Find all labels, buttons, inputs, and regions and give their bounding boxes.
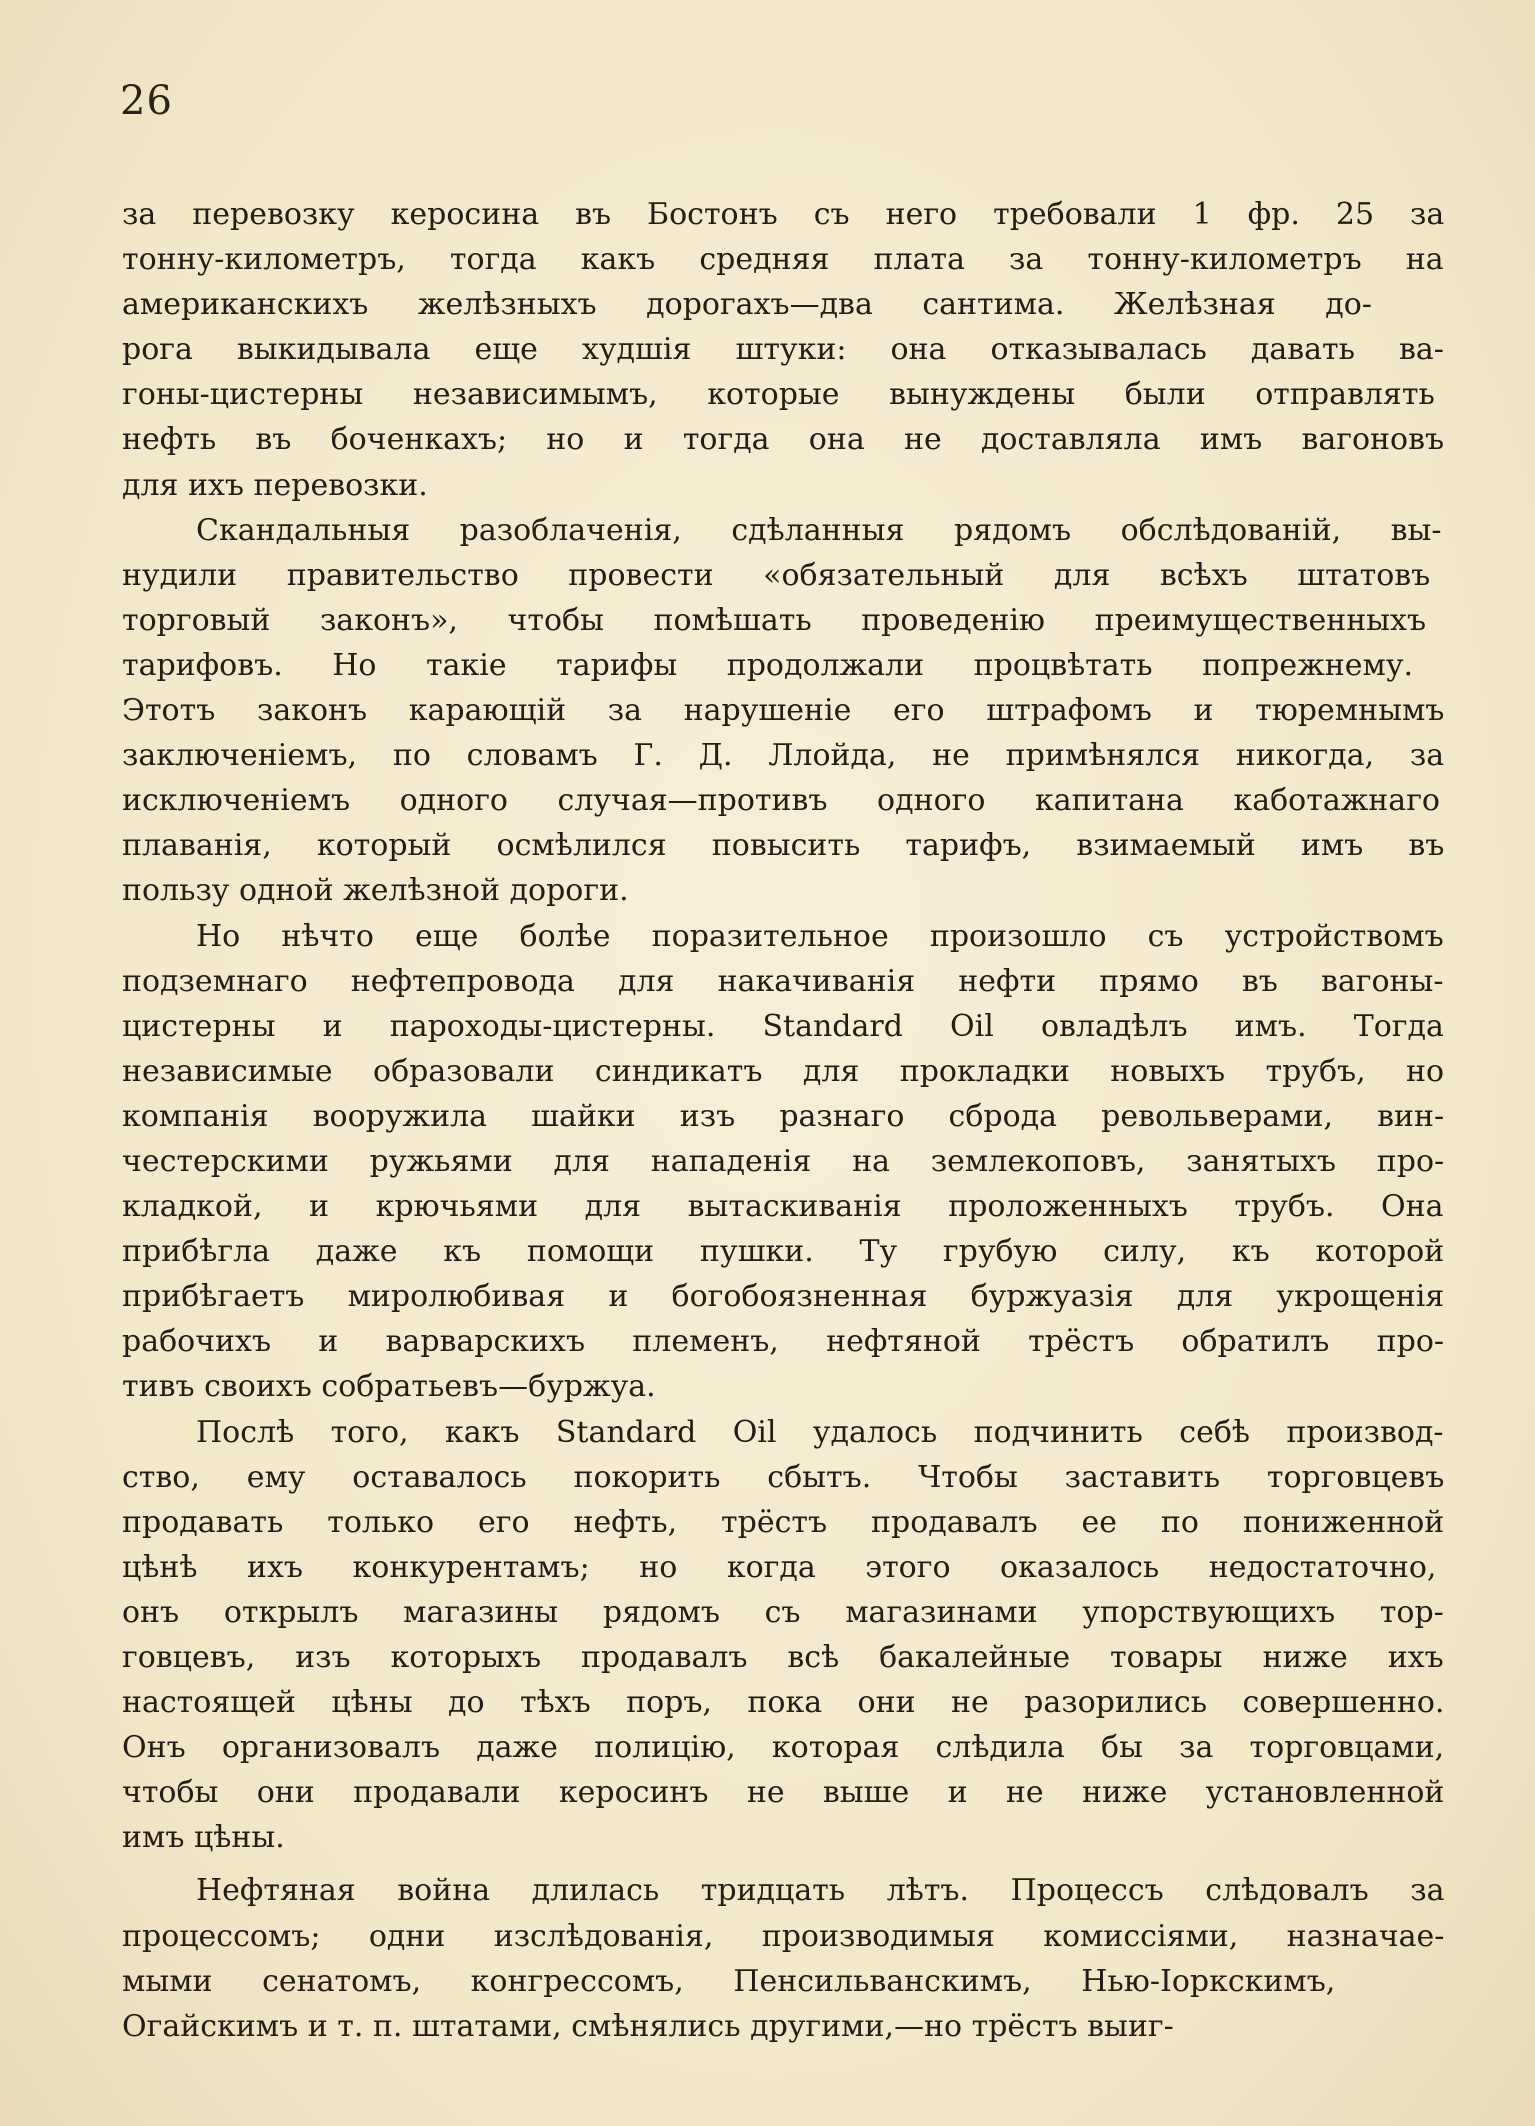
paragraph <box>122 508 1444 914</box>
text-line: пользу одной желѣзной дороги. <box>122 873 629 909</box>
paragraph <box>122 914 1444 1410</box>
text-line: Онъ организовалъ даже полицію, которая слѣдила бы за торговцами, <box>122 1730 1444 1766</box>
text-line: продавать только его нефть, трёстъ продавалъ ее по пониженной <box>122 1504 1444 1540</box>
text-line: исключеніемъ одного случая—противъ одного капитана каботажнаго <box>122 783 1440 819</box>
text-line: подземнаго нефтепровода для накачиванія нефти прямо въ вагоны- <box>122 963 1444 999</box>
text-line: независимые образовали синдикатъ для прокладки новыхъ трубъ, но <box>122 1053 1444 1089</box>
text-line: цѣнѣ ихъ конкурентамъ; но когда этого оказалось недостаточно, <box>122 1549 1437 1585</box>
text-line: тарифовъ. Но такіе тарифы продолжали процвѣтать попрежнему. <box>122 647 1414 683</box>
text-line: рога выкидывала еще худшія штуки: она отказывалась давать ва- <box>122 332 1444 368</box>
text-line: процессомъ; одни изслѣдованія, производимыя комиссіями, назначае- <box>122 1918 1444 1954</box>
text-line: онъ открылъ магазины рядомъ съ магазинами упорствующихъ тор- <box>122 1594 1444 1630</box>
text-line: плаванія, который осмѣлился повысить тарифъ, взимаемый имъ въ <box>122 828 1444 864</box>
text-line: ство, ему оставалось покорить сбытъ. Чтобы заставить торговцевъ <box>122 1459 1444 1495</box>
text-line: Огайскимъ и т. п. штатами, смѣнялись другими,—но трёстъ выиг- <box>122 2008 1174 2044</box>
paragraph <box>122 192 1444 508</box>
text-line: имъ цѣны. <box>122 1820 285 1856</box>
text-line: настоящей цѣны до тѣхъ поръ, пока они не разорились совершенно. <box>122 1685 1444 1721</box>
text-line: цистерны и пароходы-цистерны. Standard Oil овладѣлъ имъ. Тогда <box>122 1008 1444 1044</box>
page-number: 26 <box>120 78 173 124</box>
text-line: мыми сенатомъ, конгрессомъ, Пенсильванскимъ, Нью-Іоркскимъ, <box>122 1963 1336 1999</box>
text-line: гоны-цистерны независимымъ, которые вынуждены были отправлять <box>122 377 1435 413</box>
text-line: американскихъ желѣзныхъ дорогахъ—два сантима. Желѣзная до- <box>122 287 1372 323</box>
text-line: компанія вооружила шайки изъ разнаго сброда револьверами, вин- <box>122 1098 1444 1134</box>
text-line: чтобы они продавали керосинъ не выше и не ниже установленной <box>122 1775 1444 1811</box>
text-line: Послѣ того, какъ Standard Oil удалось подчинить себѣ производ- <box>196 1414 1444 1450</box>
text-line: Нефтяная война длилась тридцать лѣтъ. Процессъ слѣдовалъ за <box>196 1873 1444 1909</box>
text-line: тонну-километръ, тогда какъ средняя плата за тонну-километръ на <box>122 242 1444 278</box>
text-line: кладкой, и крючьями для вытаскиванія проложенныхъ трубъ. Она <box>122 1189 1444 1225</box>
text-line: нудили правительство провести «обязательный для всѣхъ штатовъ <box>122 557 1431 593</box>
paragraph <box>122 1868 1444 2048</box>
text-line: говцевъ, изъ которыхъ продавалъ всѣ бакалейные товары ниже ихъ <box>122 1640 1444 1675</box>
text-line: прибѣгаетъ миролюбивая и богобоязненная буржуазія для укрощенія <box>122 1279 1444 1315</box>
text-line: торговый законъ», чтобы помѣшать проведенію преимущественныхъ <box>122 602 1427 638</box>
text-line: тивъ своихъ собратьевъ—буржуа. <box>122 1369 656 1405</box>
text-line: за перевозку керосина въ Бостонъ съ него требовали 1 фр. 25 за <box>122 197 1444 232</box>
text-line: Этотъ законъ карающій за нарушеніе его штрафомъ и тюремнымъ <box>122 693 1444 729</box>
text-line: Скандальныя разоблаченія, сдѣланныя рядомъ обслѣдованій, вы- <box>196 512 1442 548</box>
text-line: прибѣгла даже къ помощи пушки. Ту грубую силу, къ которой <box>122 1234 1444 1270</box>
text-line: для ихъ перевозки. <box>122 467 428 503</box>
paragraph <box>122 1410 1444 1861</box>
text-line: честерскими ружьями для нападенія на землекоповъ, занятыхъ про- <box>122 1143 1444 1179</box>
text-line: нефть въ боченкахъ; но и тогда она не доставляла имъ вагоновъ <box>122 422 1444 458</box>
body-text <box>122 192 1444 2049</box>
text-line: рабочихъ и варварскихъ племенъ, нефтяной трёстъ обратилъ про- <box>122 1324 1444 1360</box>
text-line: Но нѣчто еще болѣе поразительное произошло съ устройствомъ <box>196 918 1444 954</box>
text-line: заключеніемъ, по словамъ Г. Д. Ллойда, не примѣнялся никогда, за <box>122 738 1444 774</box>
